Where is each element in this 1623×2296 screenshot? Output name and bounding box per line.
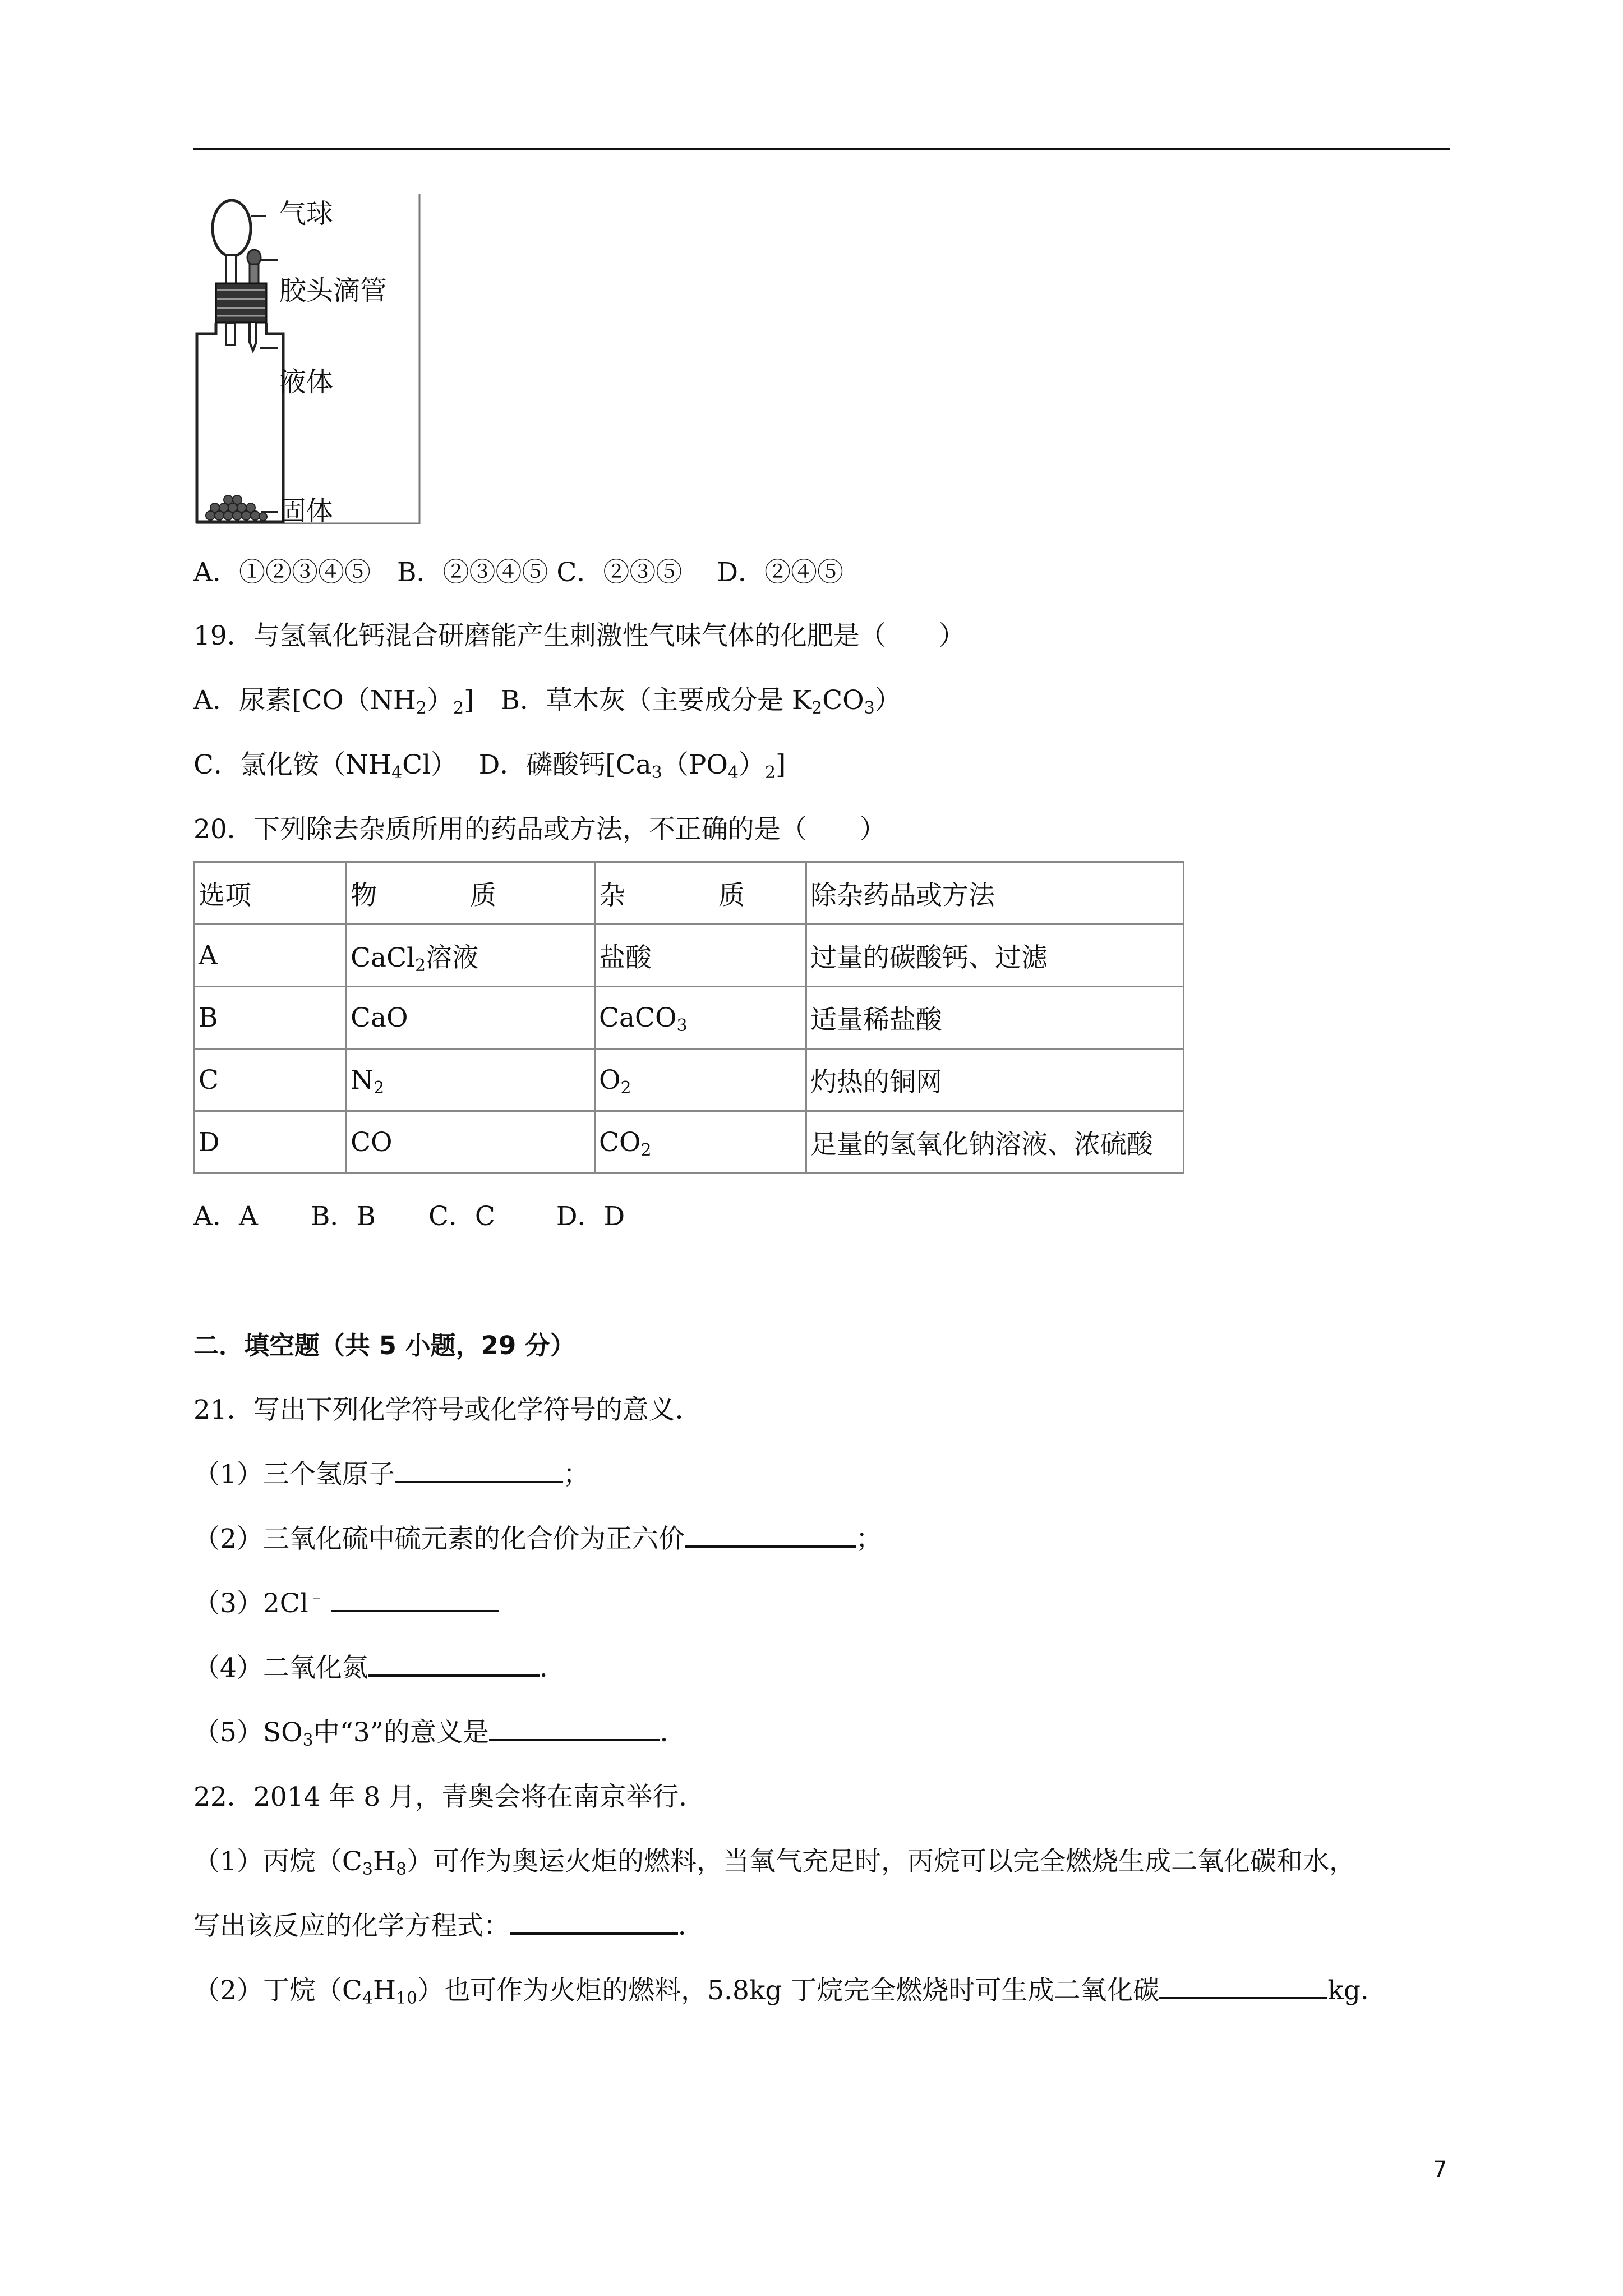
- header-rule: [193, 148, 1450, 150]
- q19-options-cd: C．氯化铵$(NH_4Cl)$ D．磷酸钙$[Ca_3(PO_4)_2]$: [193, 749, 786, 783]
- label-dropper: 胶头滴管: [279, 275, 388, 306]
- q19-options-ab: A．尿素$[CO(NH_2)_2]$ B．草木灰（主要成分是 $K_2CO_3$）: [193, 685, 901, 718]
- table-header-row: [195, 862, 1184, 924]
- q21-part2: （2）三氧化硫中硫元素的化合价为正六价 ；: [193, 1524, 882, 1554]
- q18-options: A．①②③④⑤ B．②③④⑤ C．②③⑤ D．②④⑤: [193, 557, 844, 588]
- q21-stem: 21．写出下列化学符号或化学符号的意义．: [193, 1395, 702, 1425]
- header-substance: 物 质: [347, 862, 595, 924]
- header-option: 选项: [195, 862, 347, 924]
- q20-table: [193, 861, 1184, 1174]
- answer-blank[interactable]: [489, 1717, 660, 1741]
- q21-part3: （3）2Cl﹣: [193, 1586, 499, 1621]
- table-row: A CaCl$_2$溶液 盐酸 过量的碳酸钙、过滤: [195, 924, 1184, 987]
- q21-part5: $(5)SO_3$中“3”的意义是 ．: [193, 1717, 686, 1750]
- table-row: C $N_2$ $O_2$ 灼热的铜网: [195, 1049, 1184, 1111]
- q20-options: A．A B．B C．C D．D: [193, 1201, 625, 1232]
- q21-part1: （1）三个氢原子 ；: [193, 1459, 589, 1490]
- answer-blank[interactable]: [368, 1652, 540, 1677]
- q22-stem: 22．2014 年 8 月，青奥会将在南京举行．: [193, 1782, 706, 1812]
- table-row: B CaO CaCO$_3$ 适量稀盐酸: [195, 987, 1184, 1049]
- q22-part1: （1）丙烷$(C_3H_8)$可作为奥运火炬的燃料，当氧气充足时，丙烷可以完全燃烧生成二氧化碳和水，: [193, 1846, 1356, 1879]
- table-row: D CO $CO_2$ 足量的氢氧化钠溶液、浓硫酸: [195, 1111, 1184, 1174]
- q21-part4: （4）二氧化氮 ．: [193, 1653, 566, 1683]
- header-method: 除杂药品或方法: [806, 862, 1184, 924]
- q22-part1-cont: 写出该反应的化学方程式： ．: [193, 1911, 704, 1941]
- label-liquid: 液体: [279, 366, 334, 398]
- answer-blank[interactable]: [331, 1588, 499, 1612]
- header-impurity: 杂 质: [595, 862, 806, 924]
- apparatus-figure: [193, 194, 463, 530]
- q20-stem: 20．下列除去杂质所用的药品或方法，不正确的是（ ）: [193, 814, 886, 845]
- q22-part2: （2）丁烷$(C_4H_{10})$也可作为火炬的燃料，5.8kg 丁烷完全燃烧时可生成二氧化碳 kg．: [193, 1975, 1387, 2008]
- label-solid: 固体: [279, 495, 334, 527]
- answer-blank[interactable]: [1159, 1975, 1327, 1999]
- answer-blank[interactable]: [510, 1910, 678, 1935]
- label-balloon: 气球: [279, 198, 334, 229]
- section-title: 二．填空题（共 5 小题，29 分）: [193, 1331, 575, 1360]
- q19-stem: 19．与氢氧化钙混合研磨能产生刺激性气味气体的化肥是（ ）: [193, 620, 965, 651]
- page-number: 7: [1433, 2157, 1447, 2183]
- answer-blank[interactable]: [395, 1458, 563, 1483]
- answer-blank[interactable]: [685, 1523, 856, 1548]
